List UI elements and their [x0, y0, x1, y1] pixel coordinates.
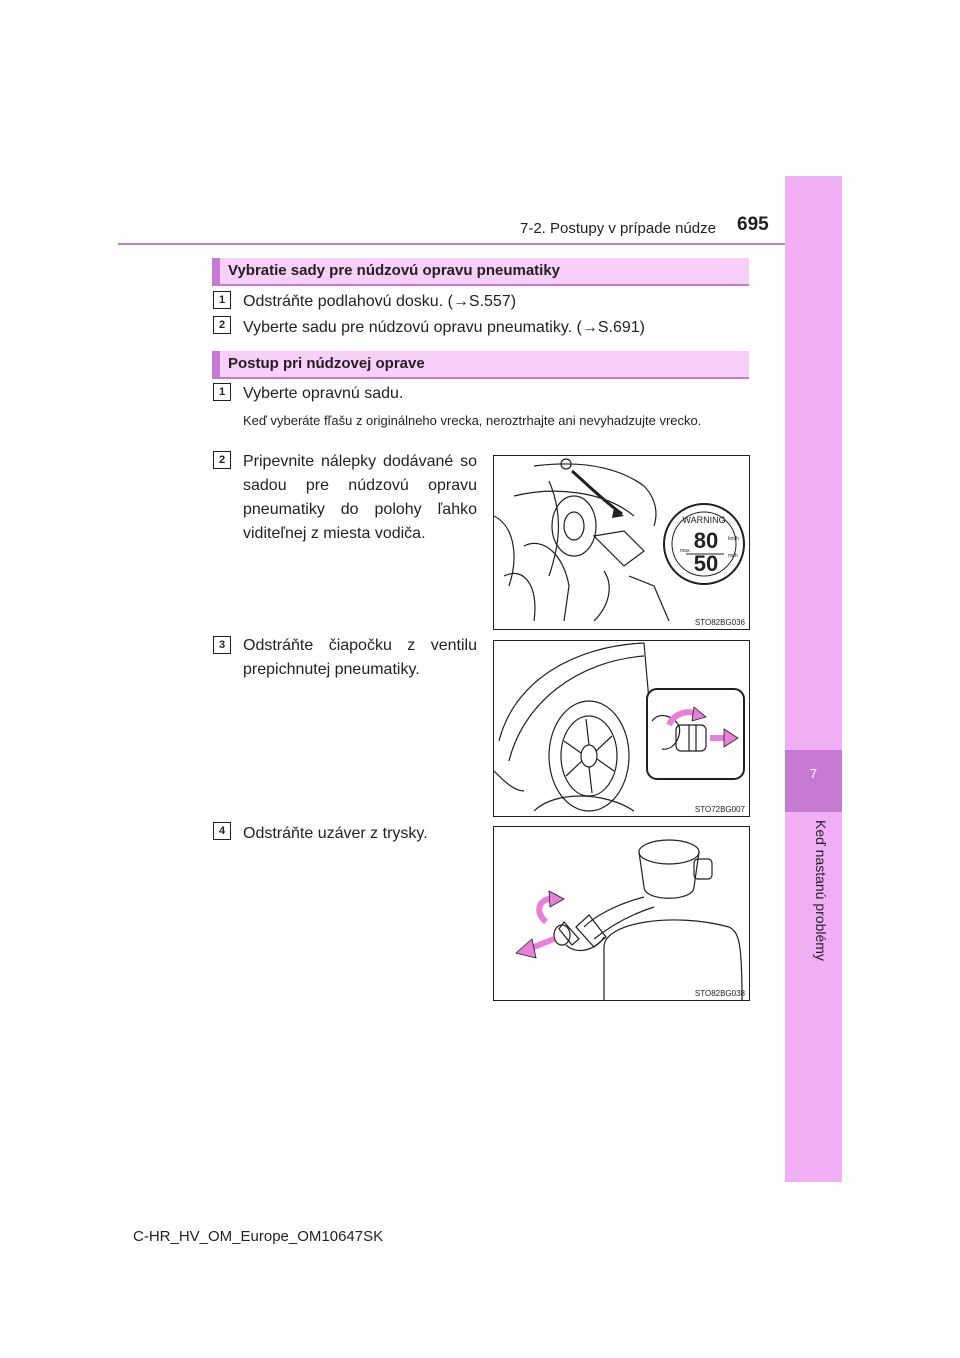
- section-title: Postup pri núdzovej oprave: [228, 355, 425, 372]
- chapter-number: 7: [809, 766, 818, 781]
- chapter-number-box: [785, 750, 842, 812]
- sticker-max-label: max.: [680, 548, 691, 554]
- header-divider: [118, 243, 785, 245]
- figure-valve-cap: [493, 640, 750, 817]
- figure-code: STO82BG038: [694, 989, 745, 998]
- tire-valve-illustration: [494, 641, 749, 816]
- header-section-title: 7-2. Postupy v prípade núdze: [520, 220, 716, 237]
- step-text: Vyberte sadu pre núdzovú opravu pneumatiky. (→S.691): [243, 319, 645, 336]
- section-header-procedure: [212, 351, 749, 379]
- step-text: Odstráňte podlahovú dosku. (→S.557): [243, 293, 517, 310]
- sticker-warning-label: WARNING: [682, 515, 726, 525]
- step-number: 2: [213, 316, 231, 334]
- page-number: 695: [737, 214, 769, 235]
- step-text: Odstráňte uzáver z trysky.: [243, 825, 428, 842]
- step-number: 2: [213, 451, 231, 469]
- sticker-speed-mph: 50: [693, 551, 719, 576]
- step-text: Vyberte opravnú sadu.: [243, 385, 404, 402]
- chapter-title: Keď nastanú problémy: [813, 820, 829, 961]
- step-text: Pripevnite nálepky dodávané so sadou pre núdzovú opravu pneumatiky do polohy ľahko viditeľnej z miesta vodiča.: [243, 453, 477, 542]
- step-number: 1: [213, 383, 231, 401]
- step-note: Keď vyberáte fľašu z originálneho vrecka, neroztrhajte ani nevyhadzujte vrecko.: [243, 413, 702, 428]
- figure-sticker-placement: [493, 455, 750, 630]
- step-text: Odstráňte čiapočku z ventilu prepichnutej pneumatiky.: [243, 637, 477, 678]
- step-number: 3: [213, 636, 231, 654]
- section-title: Vybratie sady pre núdzovú opravu pneumatiky: [228, 262, 561, 279]
- sealant-bottle-illustration: [494, 827, 749, 1000]
- step-number: 4: [213, 822, 231, 840]
- warning-sticker-icon: [664, 504, 744, 584]
- sticker-unit-mph: mph: [728, 553, 738, 559]
- figure-code: STO82BG036: [694, 618, 745, 627]
- figure-nozzle-cap: [493, 826, 750, 1001]
- document-id: C-HR_HV_OM_Europe_OM10647SK: [133, 1228, 384, 1245]
- figure-code: STO72BG007: [694, 805, 745, 814]
- chapter-side-tab: [785, 176, 842, 1182]
- sticker-unit-kmh: km/h: [728, 536, 739, 542]
- dashboard-illustration: [494, 456, 749, 629]
- sticker-speed-kmh: 80: [693, 528, 719, 553]
- step-number: 1: [213, 291, 231, 309]
- section-header-removal: [212, 258, 749, 286]
